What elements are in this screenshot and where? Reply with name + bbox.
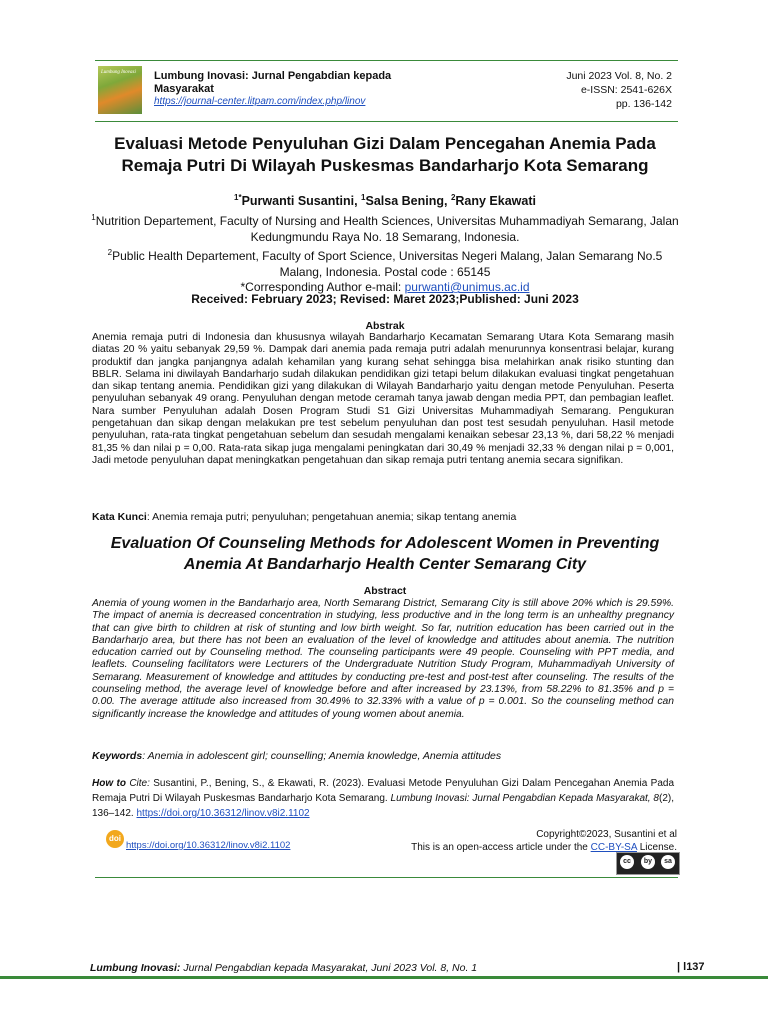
kata-kunci-label: Kata Kunci (92, 511, 147, 523)
cite-label: How to (92, 778, 130, 789)
page-range: pp. 136-142 (615, 98, 672, 110)
abstract-heading: Abstract (363, 585, 407, 597)
journal-meta (566, 69, 672, 111)
email-link[interactable]: purwanti@unimus.ac.id (404, 280, 530, 294)
author3-sup: 2 (450, 193, 456, 202)
authors (90, 193, 680, 208)
copyright-line: Copyright©2023, Susantini et al (536, 829, 677, 840)
journal-cover-image (98, 66, 142, 114)
copyright (411, 829, 677, 854)
received-dates: Received: February 2023; Revised: Maret 2023;Published: Juni 2023 (191, 292, 579, 306)
article-title-id: Evaluasi Metode Penyuluhan Gizi Dalam Pencegahan Anemia Pada Remaja Putri Di Wilayah Puskesmas Bandarharjo Kota Semarang (114, 134, 656, 175)
aff1-text: Nutrition Departement, Faculty of Nursing and Health Sciences, Universitas Muhammadiyah Semarang, Jalan Kedungmundu Raya No. 18 Semarang, Indonesia. (95, 214, 679, 244)
header-top-rule (95, 60, 678, 61)
author1-sup: 1* (234, 193, 242, 202)
affiliation-2 (90, 245, 680, 280)
cc-by-sa-badge[interactable] (616, 852, 680, 875)
affiliation-1 (90, 210, 680, 245)
citation (92, 776, 674, 821)
abstrak-heading: Abstrak (365, 320, 405, 332)
author2-sup: 1 (361, 193, 366, 202)
footer-journal-name: Lumbung Inovasi: (90, 962, 181, 974)
kata-kunci-text: : Anemia remaja putri; penyuluhan; pengetahuan anemia; sikap tentang anemia (146, 511, 517, 523)
aff2-sup: 2 (107, 248, 113, 257)
keywords (92, 750, 501, 762)
keywords-label: Keywords (92, 750, 143, 762)
page-number: | l137 (677, 961, 705, 973)
journal-name: Lumbung Inovasi: Jurnal Pengabdian kepada Masyarakat (154, 70, 392, 95)
aff1-sup: 1 (91, 213, 96, 222)
footer-journal-rest: Jurnal Pengabdian kepada Masyarakat, Juni 2023 Vol. 8, No. 1 (180, 962, 478, 974)
journal-url-link[interactable]: https://journal-center.litpam.com/index.php/linov (154, 96, 366, 107)
corresponding-label: *Corresponding Author e-mail: (240, 280, 405, 294)
author2: Salsa Bening, (365, 194, 451, 209)
footer-bar (0, 976, 768, 979)
by-icon: by (641, 855, 655, 869)
abstrak-text: Anemia remaja putri di Indonesia dan khususnya wilayah Bandarharjo Kecamatan Semarang Utara Kota Semarang masih diatas 20 % yaitu sebanyak 29,59 %. Dampak dari anemia pada remaja putri adalah menurunnya konsentrasi belajar, kurang produktif dan jangka panjangnya adalah kehamilan yang kurang sehat sehingga bisa melahirkan anak risiko stunting dan BBLR. Selama ini diwilayah Bandarharjo sudah dilakukan pendidikan gizi tetapi belum dilakukan evaluasi tingkat pengetahuan dan sikap tentang anemia. Pendidikan gizi yang dilakukan di Wilayah Bandarharjo yaitu dengan metode Penyuluhan. Peserta penyuluhan sebanyak 49 orang. Penyuluhan dengan metode ceramah tanya jawab dengan media PPT, dan pembagian leaflet. Nara sumber Penyuluhan adalah Dosen Program Studi S1 Gizi Universitas Muhammadiyah Semarang. Pengukuran pengetahuan dan sikap dengan melakukan pre test sebelum penyuluhan dan post test sesudah penyuluhan. Hasil metode penyuluhan, rata-rata tingkat pengetahuan sebelum dan sesudah mengalami kenaikan sebesar 23,13 %, dari 58,22 % menjadi 81,35 % dan nilai p = 0,00. Rata-rata sikap juga mengalami peningkatan dari 30,49 % menjadi 32,33 % dengan nilai p = 0,001, Jadi metode penyuluhan dapat meningkatkan pengetahuan dan sikap remaja putri tentang anemia secara signifikan. (92, 332, 674, 466)
doi-link[interactable]: https://doi.org/10.36312/linov.v8i2.1102 (126, 840, 291, 851)
doi-icon: doi (106, 830, 124, 848)
section-rule (95, 877, 678, 878)
cite-doi-link[interactable]: https://doi.org/10.36312/linov.v8i2.1102 (136, 808, 310, 819)
cc-icon: cc (620, 855, 634, 869)
affiliations (90, 210, 680, 296)
kata-kunci (92, 511, 516, 523)
author1: Purwanti Susantini, (241, 194, 362, 209)
author3: Rany Ekawati (455, 194, 536, 209)
license-post: License. (636, 841, 677, 853)
header-bottom-rule (95, 121, 678, 122)
license-pre: This is an open-access article under the (411, 841, 591, 853)
cover-title: Lumbung Inovasi (101, 70, 136, 75)
abstract-text: Anemia of young women in the Bandarharjo area, North Semarang District, Semarang City is still above 20% which is 29.59%. The impact of anemia is decreased concentration in studying, less productive and in the long term is an unhealthy pregnancy that can give birth to children at risk of stunting and low birth weight. So far, nutrition education has been carried out in the Bandarharjo area, but there has not been an evaluation of the level of knowledge and attitudes about anemia. The nutrition education carried out by Counseling method. The counseling participants were 49 people. Counseling with PPT media, and leaflets. Counseling facilitators were Lecturers of the Undergraduate Nutrition Study Program, Muhammadiyah University of Semarang. Measurement of knowledge and attitudes by conducting pre-test and post-test after counseling. The results of the counseling method, the average level of knowledge before and after increased by 23.13%, from 58.22% to 81.35% and p = 0.00. The average attitude also increased from 30.49% to 32.33% with a value of p = 0.001. So the counseling method can significantly increase the knowledge and attitudes of young women about anemia. (92, 598, 674, 720)
keywords-text: : Anemia in adolescent girl; counselling; Anemia knowledge, Anemia attitudes (142, 750, 502, 762)
issue-info: Juni 2023 Vol. 8, No. 2 (566, 70, 672, 82)
eissn: e-ISSN: 2541-626X (580, 84, 672, 96)
cite-journal: Lumbung Inovasi: Jurnal Pengabdian Kepada Masyarakat, 8 (390, 793, 659, 804)
cite-text: Susantini, P., Bening, S., & Ekawati, R. (2023). Evaluasi Metode Penyuluhan Gizi Dalam Pencegahan Anemia Pada Remaja Putri Di Wilayah Puskesmas Bandarharjo Kota Semarang. (92, 778, 675, 804)
aff2-text: Public Health Departement, Faculty of Sport Science, Universitas Negeri Malang, Jalan Semarang No.5 Malang, Indonesia. Postal code : 65145 (112, 249, 663, 279)
footer-journal (90, 962, 477, 974)
cite-issue: (2), 136–142. (92, 793, 674, 819)
license-link[interactable]: CC-BY-SA (590, 841, 637, 853)
sa-icon: sa (661, 855, 675, 869)
article-title-en: Evaluation Of Counseling Methods for Adolescent Women in Preventing Anemia At Bandarharjo Health Center Semarang City (110, 535, 660, 573)
cite-label2: Cite: (129, 778, 150, 789)
